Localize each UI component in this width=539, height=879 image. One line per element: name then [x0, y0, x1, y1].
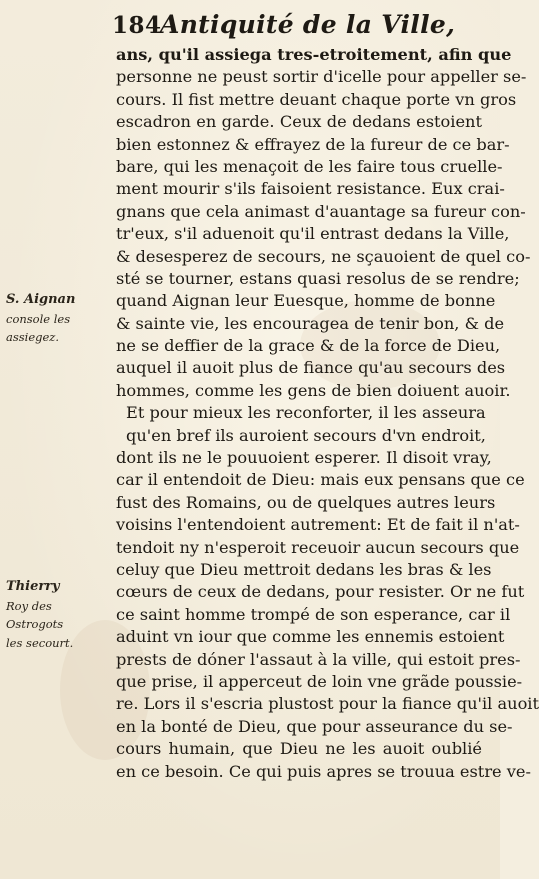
text-line: escadron en garde. Ceux de dedans estoient — [116, 112, 482, 132]
text-line: sté se tourner, estans quasi resolus de se rendre; — [116, 268, 520, 288]
text-line: tendoit ny n'esperoit receuoir aucun secours que — [116, 537, 520, 557]
margin-note-line: Thierry — [6, 579, 60, 594]
body-text — [116, 44, 539, 783]
text-line: aduint vn iour que comme les ennemis estoient — [116, 627, 505, 647]
text-line: ce saint homme trompé de son esperance, car il — [116, 604, 511, 624]
margin-note-line: S. Aignan — [6, 292, 76, 307]
text-line: que prise, il apperceut de loin vne grãde poussie- — [116, 671, 523, 691]
text-line: car il entendoit de Dieu: mais eux pensans que ce — [116, 470, 525, 490]
text-line: cours humain, que Dieu ne les auoit oublié — [116, 739, 482, 759]
margin-note-line: les secourt. — [6, 635, 74, 650]
text-line: fust des Romains, ou de quelques autres leurs — [116, 492, 496, 512]
text-line: personne ne peust sortir d'icelle pour appeller se- — [116, 67, 527, 87]
running-title: Antiquité de la Ville, — [160, 10, 456, 39]
margin-note-line: console les — [6, 311, 71, 326]
text-line: auquel il auoit plus de fiance qu'au secours des — [116, 358, 506, 378]
text-line: gnans que cela animast d'auantage sa fureur con- — [116, 201, 526, 221]
text-line: & desesperez de secours, ne sçauoient de quel co- — [116, 246, 531, 266]
text-line: bien estonnez & effrayez de la fureur de ce bar- — [116, 134, 510, 154]
text-line: qu'en bref ils auroient secours d'vn endroit, — [126, 425, 486, 445]
text-line: prests de dóner l'assaut à la ville, qui estoit pres- — [116, 649, 521, 669]
text-line: ne se deffier de la grace & de la force de Dieu, — [116, 336, 501, 356]
margin-note-line: Roy des — [6, 598, 52, 613]
text-line: voisins l'entendoient autrement: Et de fait il n'at- — [116, 515, 520, 535]
text-line: & sainte vie, les encouragea de tenir bon, & de — [116, 313, 505, 333]
text-line: dont ils ne le pouuoient esperer. Il disoit vray, — [116, 448, 492, 468]
text-line: Et pour mieux les reconforter, il les asseura — [126, 403, 486, 423]
text-line: en la bonté de Dieu, que pour asseurance du se- — [116, 716, 513, 736]
text-line: celuy que Dieu mettroit dedans les bras & les — [116, 559, 492, 579]
text-line: cours. Il fist mettre deuant chaque porte vn gros — [116, 89, 517, 109]
text-line: tr'eux, s'il aduenoit qu'il entrast dedans la Ville, — [116, 224, 510, 244]
margin-note — [6, 578, 106, 652]
text-line: re. Lors il s'escria plustost pour la fiance qu'il auoit — [116, 694, 539, 714]
page-header — [0, 6, 500, 42]
text-line: ans, qu'il assiega tres-etroitement, afin que — [116, 45, 512, 64]
text-line: hommes, comme les gens de bien doiuent auoir. — [116, 380, 511, 400]
text-line: cœurs de ceux de dedans, pour resister. Or ne fut — [116, 582, 525, 602]
text-line: en ce besoin. Ce qui puis apres se trouua estre ve- — [116, 761, 531, 781]
text-line: ment mourir s'ils faisoient resistance. Eux crai- — [116, 179, 505, 199]
text-line: quand Aignan leur Euesque, homme de bonne — [116, 291, 496, 311]
page-number: 184 — [112, 12, 162, 39]
margin-note-line: Ostrogots — [6, 617, 64, 631]
margin-note-line: assiegez. — [6, 330, 60, 344]
text-line: bare, qui les menaçoit de les faire tous cruelle- — [116, 156, 503, 176]
margin-note — [6, 291, 106, 347]
